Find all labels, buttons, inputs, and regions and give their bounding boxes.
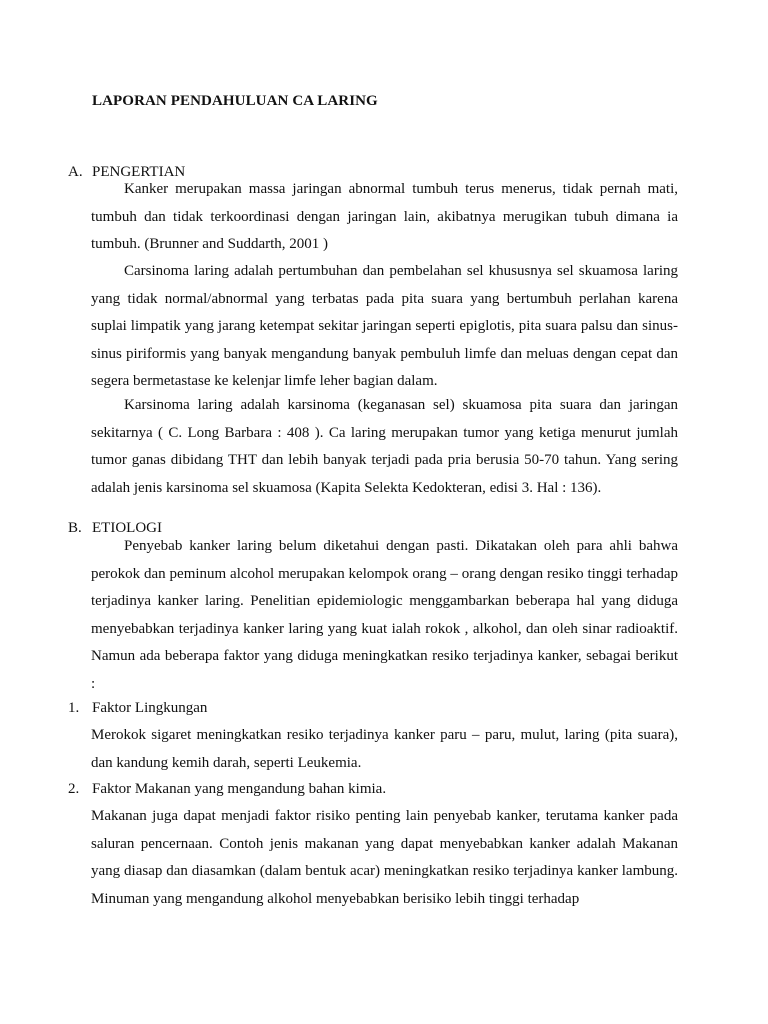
list-marker: 1.	[68, 700, 80, 716]
list-item-label: Faktor Makanan yang mengandung bahan kimia.	[92, 781, 387, 797]
paragraph: Kanker merupakan massa jaringan abnormal tumbuh terus menerus, tidak pernah mati, tumbuh dan tidak terkoordinasi dengan jaringan lain, akibatnya merugikan tubuh dimana ia tumbuh. (Brunner and Suddarth, 2001 )	[91, 181, 678, 253]
document-title: LAPORAN PENDAHULUAN CA LARING	[92, 93, 378, 109]
paragraph: Makanan juga dapat menjadi faktor risiko penting lain penyebab kanker, terutama kanker pada saluran pencernaan. Contoh jenis makanan yang dapat menyebabkan kanker adalah Makanan yang diasap dan diasamkan (dalam bentuk acar) meningkatkan resiko terjadinya kanker lambung. Minuman yang mengandung alkohol menyebabkan berisiko lebih tinggi terhadap	[91, 808, 678, 907]
paragraph: Penyebab kanker laring belum diketahui dengan pasti. Dikatakan oleh para ahli bahwa perokok dan peminum alcohol merupakan kelompok orang – orang dengan resiko tinggi terhadap terjadinya kanker laring. Penelitian epidemiologic menggambarkan beberapa hal yang diduga menyebabkan terjadinya kanker laring yang kuat ialah rokok , alkohol, dan oleh sinar radioaktif. Namun ada beberapa faktor yang diduga meningkatkan resiko terjadinya kanker, sebagai berikut :	[91, 538, 678, 692]
list-item-heading	[68, 700, 207, 717]
paragraph: Karsinoma laring adalah karsinoma (keganasan sel) skuamosa pita suara dan jaringan sekitarnya ( C. Long Barbara : 408 ). Ca laring merupakan tumor yang ketiga menurut jumlah tumor ganas dibidang THT dan lebih banyak terjadi pada pria berusia 50-70 tahun. Yang sering adalah jenis karsinoma sel skuamosa (Kapita Selekta Kedokteran, edisi 3. Hal : 136).	[91, 397, 678, 496]
list-marker: 2.	[68, 781, 80, 797]
section-marker: A.	[68, 164, 83, 180]
section-marker: B.	[68, 520, 82, 536]
list-item-heading	[68, 781, 386, 798]
list-item-label: Faktor Lingkungan	[92, 700, 208, 716]
paragraph: Merokok sigaret meningkatkan resiko terjadinya kanker paru – paru, mulut, laring (pita suara), dan kandung kemih darah, seperti Leukemia.	[91, 727, 678, 771]
paragraph: Carsinoma laring adalah pertumbuhan dan pembelahan sel khususnya sel skuamosa laring yang tidak normal/abnormal yang terbatas pada pita suara yang bertumbuh perlahan karena suplai limpatik yang jarang ketempat sekitar jaringan seperti epiglotis, pita suara palsu dan sinus-sinus piriformis yang banyak mengandung banyak pembuluh limfe dan meluas dengan cepat dan segera bermetastase ke kelenjar limfe leher bagian dalam.	[91, 263, 678, 390]
section-title: PENGERTIAN	[92, 164, 186, 180]
section-title: ETIOLOGI	[92, 520, 162, 536]
